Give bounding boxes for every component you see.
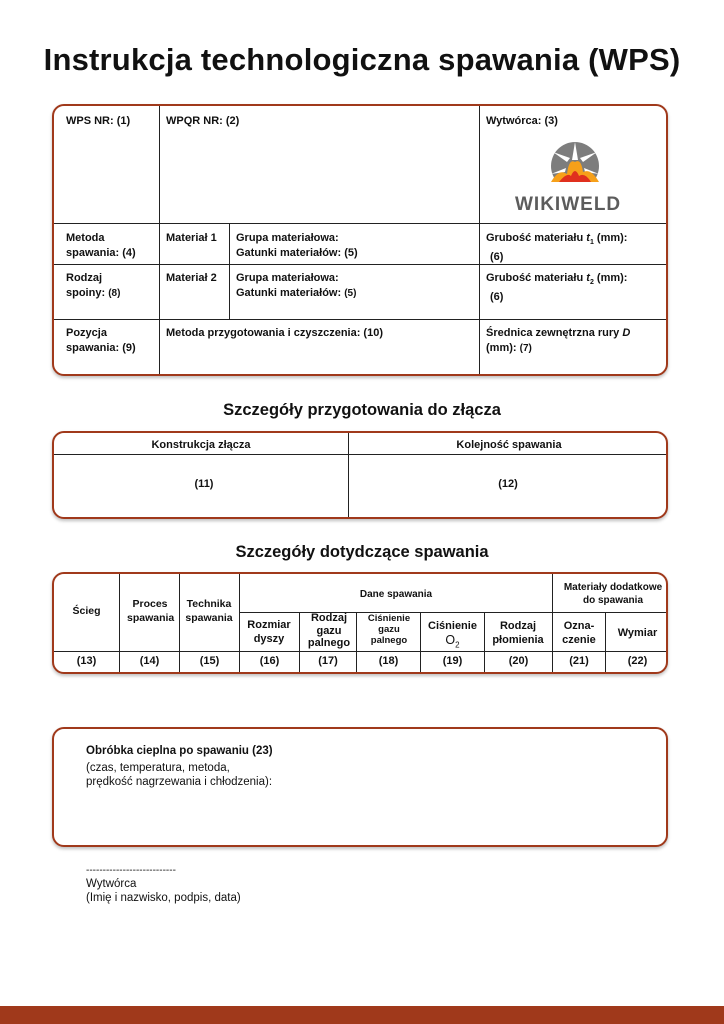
producer-label: Wytwórca: (3) xyxy=(486,115,558,127)
pwht-box xyxy=(52,727,668,847)
divider xyxy=(54,319,668,320)
footer-bar xyxy=(0,1006,724,1024)
thickness1-label: Grubość materiału $t_1$ (mm): (6) xyxy=(486,232,628,264)
num-19: (19) xyxy=(442,655,463,667)
material1-group: Grupa materiałowa: Gatunki materiałów: (5) xyxy=(236,232,358,259)
page-title: Instrukcja technologiczna spawania (WPS) xyxy=(43,42,681,77)
col-oxygen-pressure: Ciśnienie $O_2$ xyxy=(428,620,477,650)
divider xyxy=(54,454,668,455)
welding-details-table xyxy=(52,572,668,674)
wikiweld-logo xyxy=(509,138,639,218)
col-flame-type: Rodzaj płomienia xyxy=(492,620,544,646)
joint-section-heading: Szczegóły przygotowania do złącza xyxy=(223,401,501,419)
wpqr-number-label: WPQR NR: (2) xyxy=(166,115,240,127)
divider xyxy=(159,106,160,376)
col-designation: Ozna- czenie xyxy=(562,620,596,646)
divider xyxy=(54,651,668,652)
thickness2-label: Grubość materiału $t_2$ (mm): (6) xyxy=(486,272,628,304)
col-dimension: Wymiar xyxy=(617,627,658,639)
col-pass: Ścieg xyxy=(72,605,101,617)
joint-construction-value: (11) xyxy=(194,478,214,490)
welding-sequence-value: (12) xyxy=(498,478,518,490)
divider xyxy=(54,223,668,224)
joint-construction-header: Konstrukcja złącza xyxy=(151,439,251,451)
col-fuel-gas-type: Rodzaj gazu palnego xyxy=(307,612,351,649)
num-20: (20) xyxy=(508,655,529,667)
pwht-line2: prędkość nagrzewania i chłodzenia): xyxy=(86,776,273,788)
signature-line: --------------------------- xyxy=(86,865,176,876)
divider xyxy=(479,106,480,376)
num-22: (22) xyxy=(627,655,648,667)
num-18: (18) xyxy=(378,655,399,667)
welding-data-group-header: Dane spawania xyxy=(359,589,433,600)
prep-method-label: Metoda przygotowania i czyszczenia: (10) xyxy=(166,327,383,339)
col-technique: Technika spawania xyxy=(185,598,233,624)
welding-method-label: Metoda spawania: (4) xyxy=(66,232,136,259)
signature-details: (Imię i nazwisko, podpis, data) xyxy=(86,892,241,904)
material2-group: Grupa materiałowa: Gatunki materiałów: (5) xyxy=(236,272,357,299)
joint-table xyxy=(52,431,668,519)
filler-materials-group-header: Materiały dodatkowe do spawania xyxy=(563,582,663,606)
signature-label: Wytwórca xyxy=(86,878,137,890)
material2-label: Materiał 2 xyxy=(166,272,217,284)
num-13: (13) xyxy=(76,655,97,667)
joint-type-label: Rodzaj spoiny: (8) xyxy=(66,272,121,299)
welding-section-heading: Szczegóły dotydczące spawania xyxy=(235,543,489,561)
welding-sequence-header: Kolejność spawania xyxy=(456,439,562,451)
col-process: Proces spawania xyxy=(127,598,175,624)
logo-text: WIKIWELD xyxy=(515,194,622,215)
num-21: (21) xyxy=(569,655,589,667)
wps-header-table xyxy=(52,104,668,376)
num-14: (14) xyxy=(139,655,160,667)
divider xyxy=(229,224,230,320)
num-15: (15) xyxy=(199,655,220,667)
num-16: (16) xyxy=(259,655,280,667)
wps-number-label: WPS NR: (1) xyxy=(66,115,131,127)
material1-label: Materiał 1 xyxy=(166,232,217,244)
col-nozzle-size: Rozmiar dyszy xyxy=(247,619,291,645)
pipe-diameter-label: Średnica zewnętrzna rury D (mm): (7) xyxy=(486,327,631,354)
num-17: (17) xyxy=(318,655,338,667)
col-fuel-gas-pressure: Ciśnienie gazu palnego xyxy=(367,613,411,646)
pwht-title: Obróbka cieplna po spawaniu (23) xyxy=(86,745,273,757)
welding-position-label: Pozycja spawania: (9) xyxy=(66,327,136,354)
pwht-line1: (czas, temperatura, metoda, xyxy=(86,762,230,774)
logo-flame-icon xyxy=(509,138,639,194)
